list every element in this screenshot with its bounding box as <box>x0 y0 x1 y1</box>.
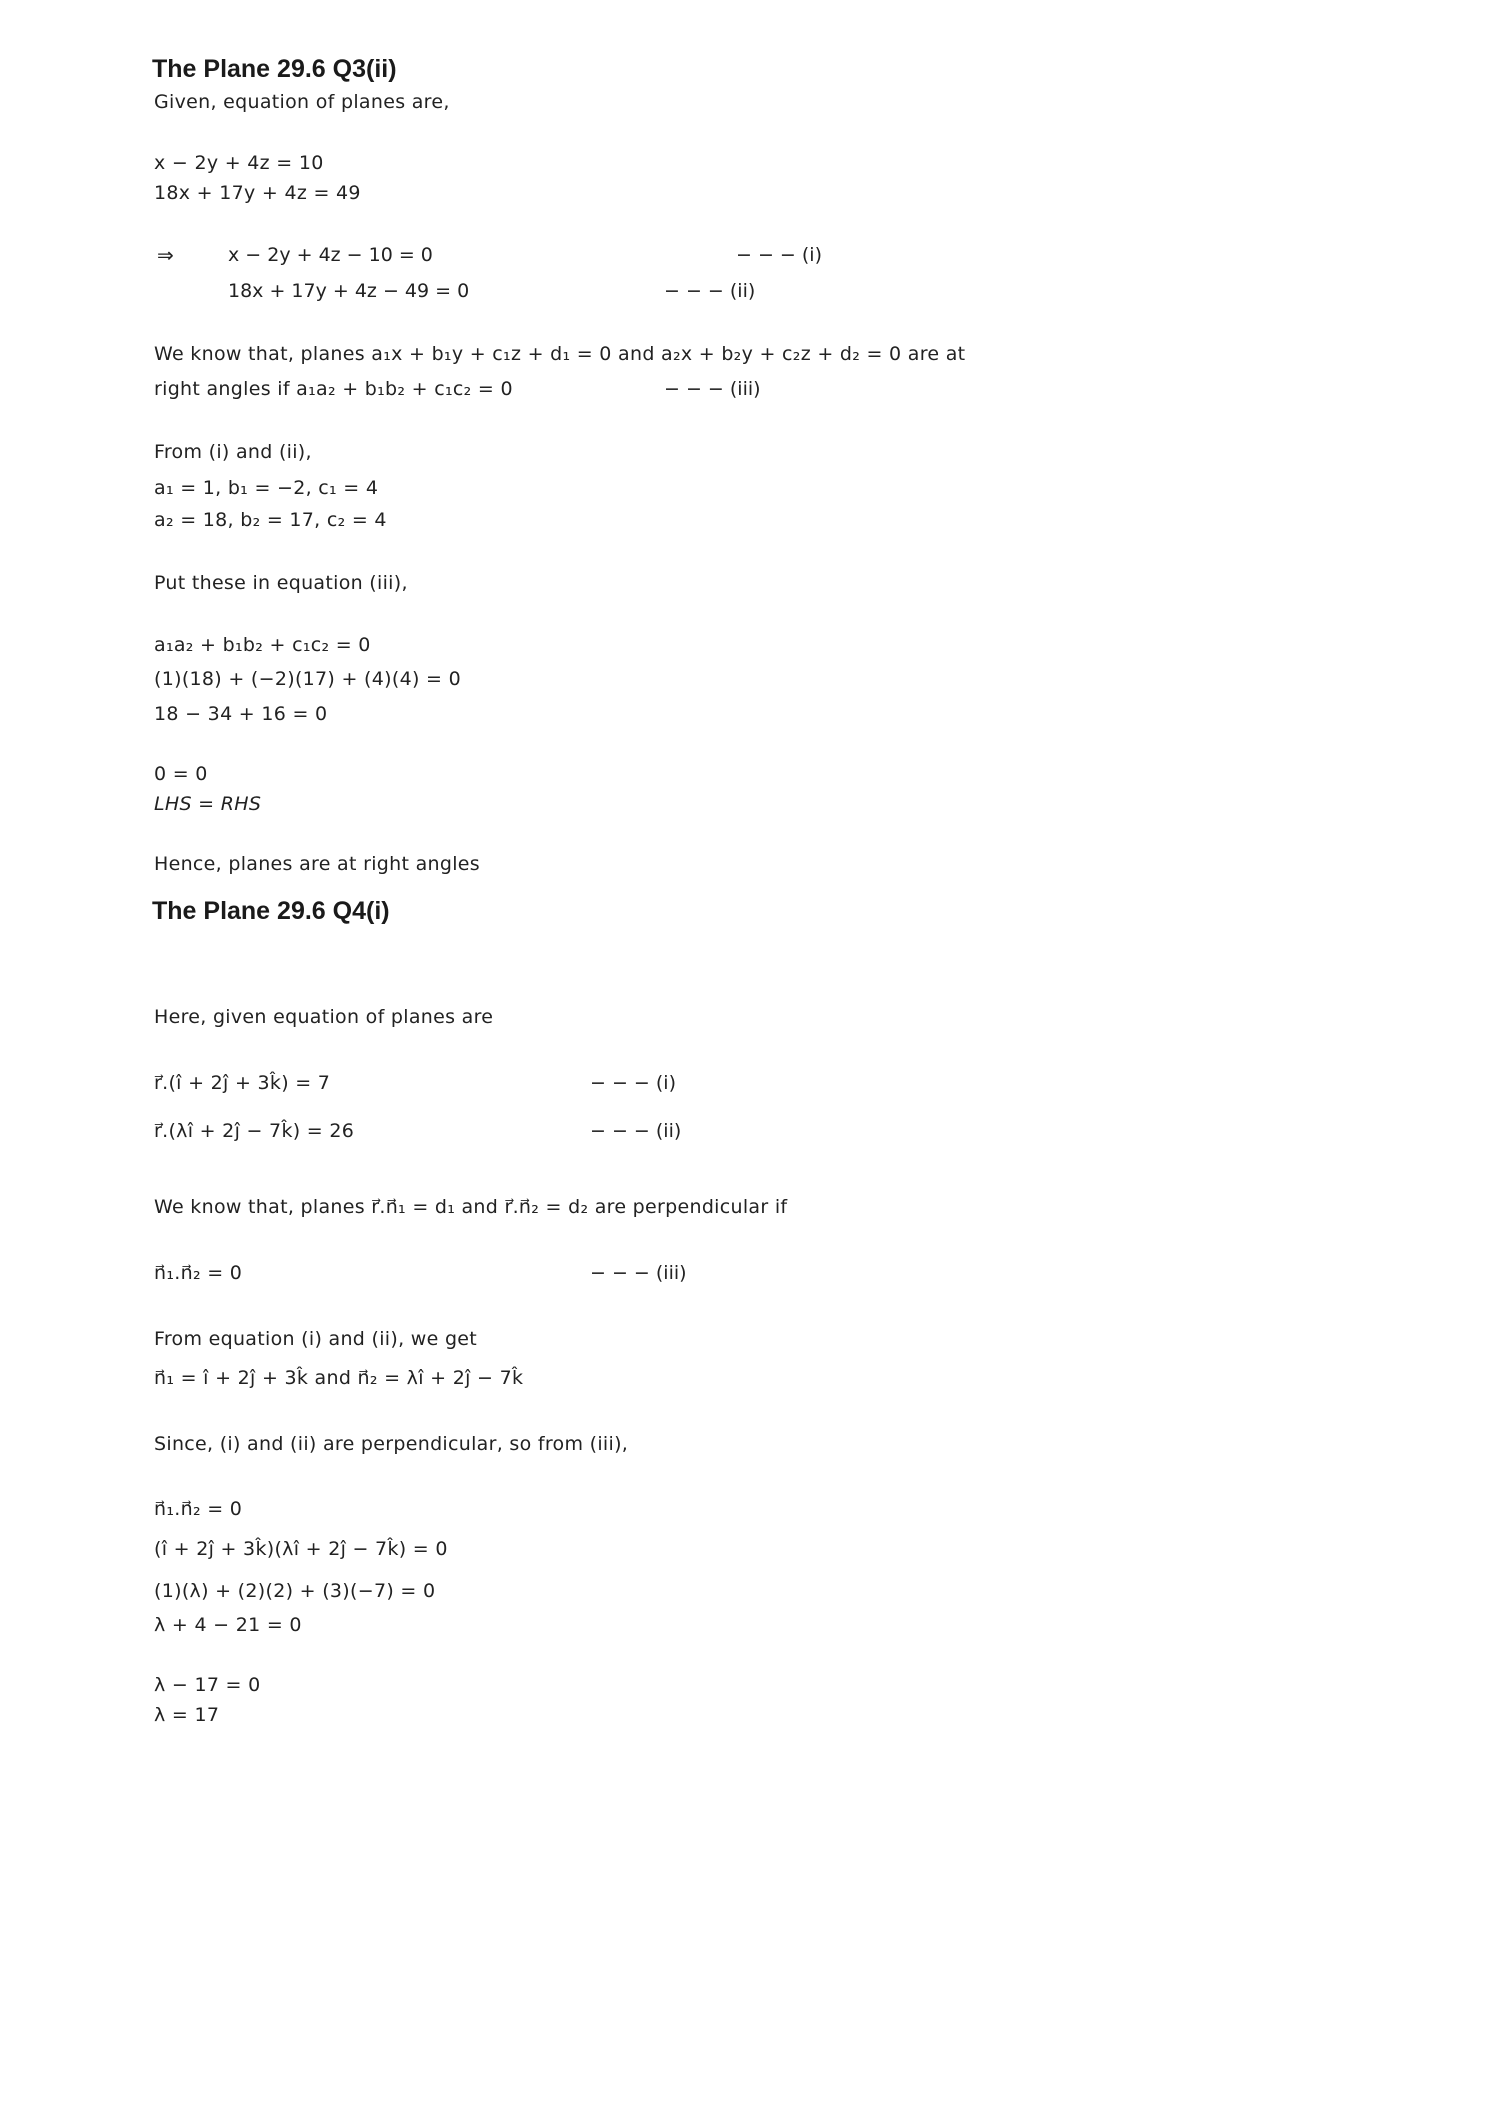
q4-work3: (1)(λ) + (2)(2) + (3)(−7) = 0 <box>154 1580 436 1602</box>
q3-from: From (i) and (ii), <box>154 441 312 463</box>
q4-work4: λ + 4 − 21 = 0 <box>154 1614 302 1636</box>
q3-tag-i: − − − (i) <box>736 244 822 266</box>
q4-eq1: r⃗.(î + 2ĵ + 3k̂) = 7 <box>154 1072 331 1094</box>
q4-tag-iii: − − − (iii) <box>590 1262 687 1284</box>
q3-step1: a₁a₂ + b₁b₂ + c₁c₂ = 0 <box>154 634 371 656</box>
q4-here: Here, given equation of planes are <box>154 1006 494 1028</box>
q4-work1: n⃗₁.n⃗₂ = 0 <box>154 1498 243 1520</box>
q3-coef2: a₂ = 18, b₂ = 17, c₂ = 4 <box>154 509 387 531</box>
q3-given: Given, equation of planes are, <box>154 91 450 113</box>
q4-normals: n⃗₁ = î + 2ĵ + 3k̂ and n⃗₂ = λî + 2ĵ − 7k̂ <box>154 1367 524 1389</box>
q4-work5: λ − 17 = 0 <box>154 1674 261 1696</box>
q3-step3: 18 − 34 + 16 = 0 <box>154 703 328 725</box>
q3-know-line1: We know that, planes a₁x + b₁y + c₁z + d₁ = 0 and a₂x + b₂y + c₂z + d₂ = 0 are at <box>154 343 966 365</box>
q3-eq1-rearranged: x − 2y + 4z − 10 = 0 <box>228 244 433 266</box>
q4-since: Since, (i) and (ii) are perpendicular, so from (iii), <box>154 1433 629 1455</box>
q3-step5: LHS = RHS <box>154 793 262 815</box>
q3-step2: (1)(18) + (−2)(17) + (4)(4) = 0 <box>154 668 461 690</box>
q4-from: From equation (i) and (ii), we get <box>154 1328 478 1350</box>
q3-eq2-rearranged: 18x + 17y + 4z − 49 = 0 <box>228 280 470 302</box>
q3-tag-ii: − − − (ii) <box>664 280 756 302</box>
q3-conclusion: Hence, planes are at right angles <box>154 853 480 875</box>
q4-tag-ii: − − − (ii) <box>590 1120 682 1142</box>
q3-eq1: x − 2y + 4z = 10 <box>154 152 324 174</box>
q4-condition: n⃗₁.n⃗₂ = 0 <box>154 1262 243 1284</box>
q4-heading: The Plane 29.6 Q4(i) <box>152 897 390 925</box>
q4-tag-i: − − − (i) <box>590 1072 676 1094</box>
q4-eq2: r⃗.(λî + 2ĵ − 7k̂) = 26 <box>154 1120 355 1142</box>
q4-work2: (î + 2ĵ + 3k̂)(λî + 2ĵ − 7k̂) = 0 <box>154 1538 448 1560</box>
q4-know: We know that, planes r⃗.n⃗₁ = d₁ and r⃗.n⃗₂ = d₂ are perpendicular if <box>154 1196 788 1218</box>
q3-coef1: a₁ = 1, b₁ = −2, c₁ = 4 <box>154 477 379 499</box>
q4-work6: λ = 17 <box>154 1704 220 1726</box>
implies-symbol: ⇒ <box>157 243 174 267</box>
q3-heading: The Plane 29.6 Q3(ii) <box>152 55 397 83</box>
q3-know-line2: right angles if a₁a₂ + b₁b₂ + c₁c₂ = 0 <box>154 378 513 400</box>
q3-eq2: 18x + 17y + 4z = 49 <box>154 182 361 204</box>
q3-put: Put these in equation (iii), <box>154 572 408 594</box>
q3-tag-iii: − − − (iii) <box>664 378 761 400</box>
q3-step4: 0 = 0 <box>154 763 208 785</box>
